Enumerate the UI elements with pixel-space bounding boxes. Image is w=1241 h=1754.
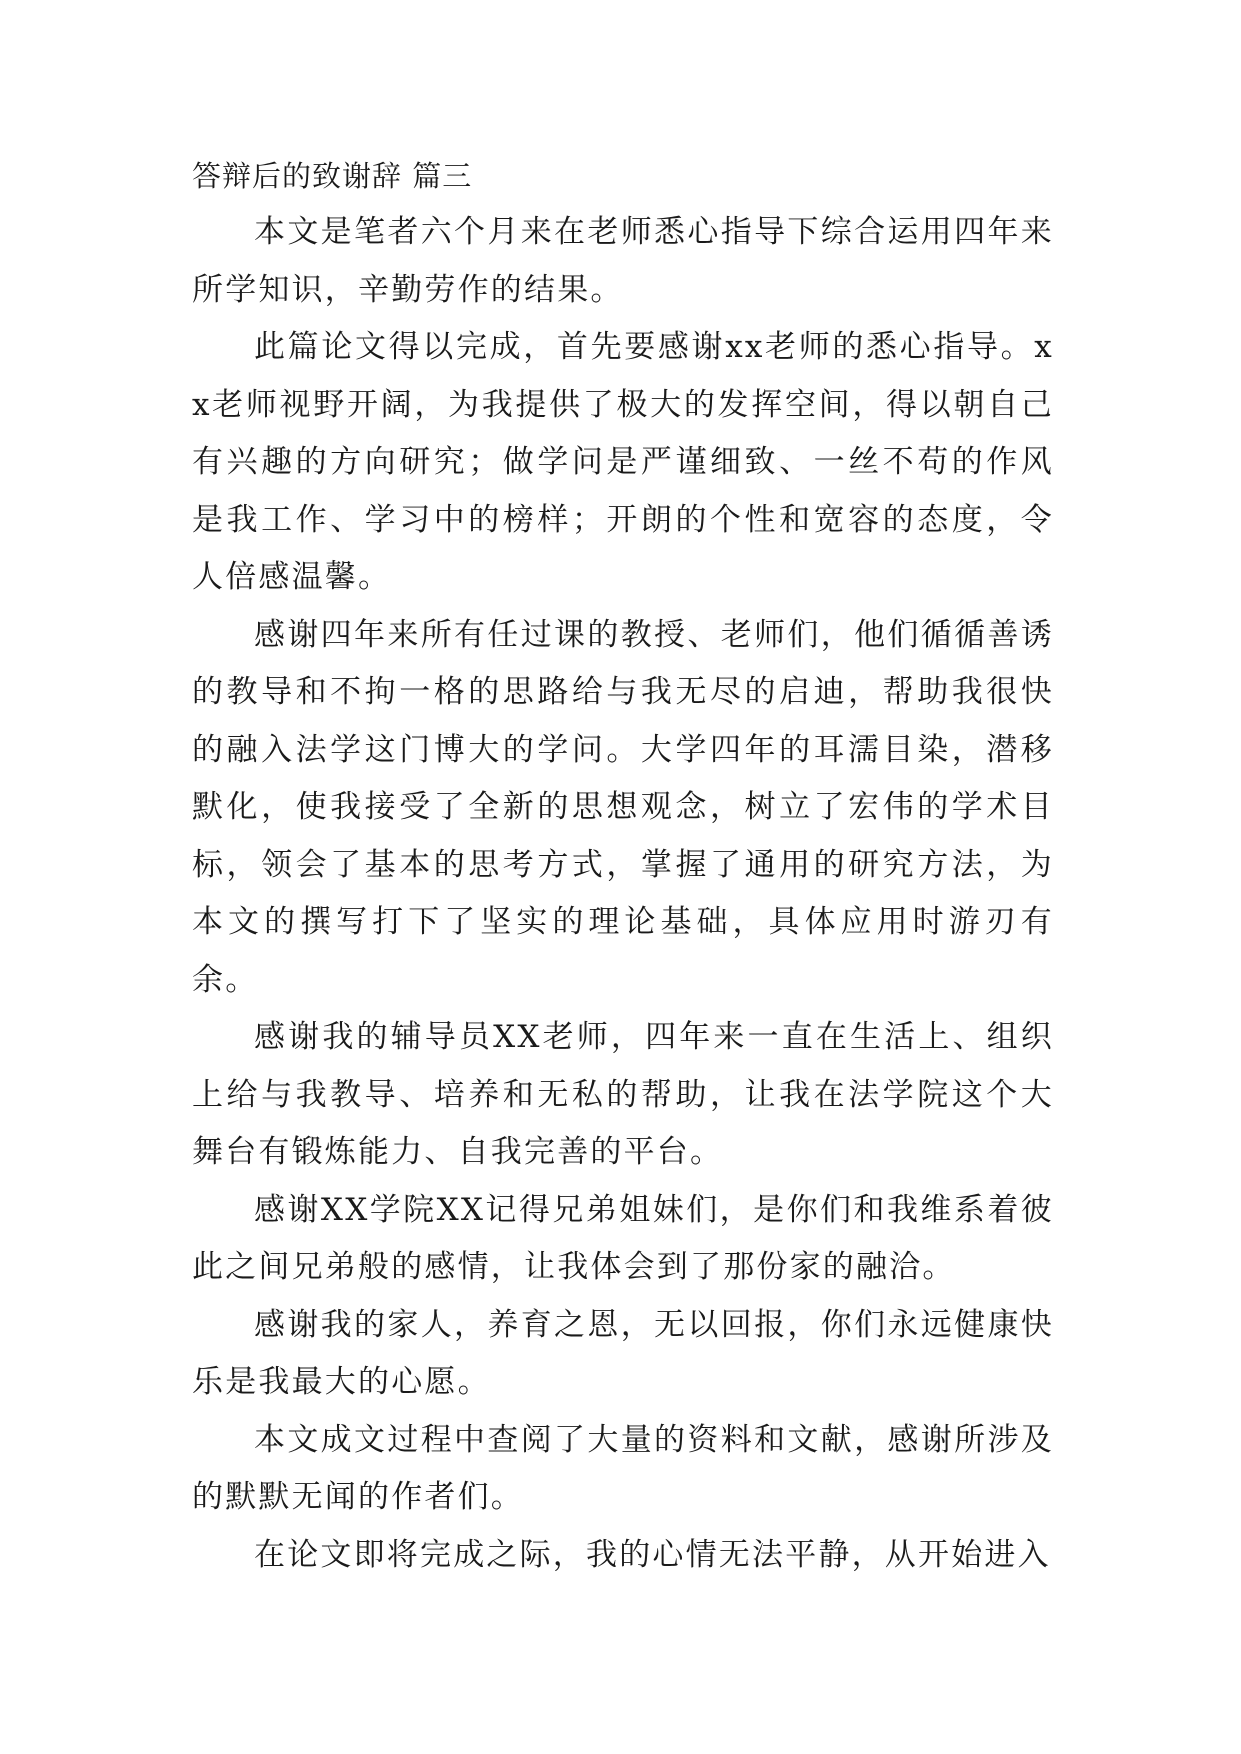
paragraph-6: 感谢我的家人，养育之恩，无以回报，你们永远健康快乐是我最大的心愿。	[192, 1306, 1054, 1400]
paragraph-5: 感谢XX学院XX记得兄弟姐妹们，是你们和我维系着彼此之间兄弟般的感情，让我体会到了那份家的融洽。	[192, 1191, 1054, 1285]
paragraph-4: 感谢我的辅导员XX老师，四年来一直在生活上、组织上给与我教导、培养和无私的帮助，让我在法学院这个大舞台有锻炼能力、自我完善的平台。	[192, 1019, 1054, 1170]
paragraph-3: 感谢四年来所有任过课的教授、老师们，他们循循善诱的教导和不拘一格的思路给与我无尽的启迪，帮助我很快的融入法学这门博大的学问。大学四年的耳濡目染，潜移默化，使我接受了全新的思想观念，树立了宏伟的学术目标，领会了基本的思考方式，掌握了通用的研究方法，为本文的撰写打下了坚实的理论基础，具体应用时游刃有余。	[192, 616, 1054, 998]
paragraph-1: 本文是笔者六个月来在老师悉心指导下综合运用四年来所学知识，辛勤劳作的结果。	[192, 214, 1054, 308]
paragraph-7: 本文成文过程中查阅了大量的资料和文献，感谢所涉及的默默无闻的作者们。	[192, 1421, 1054, 1515]
paragraph-2: 此篇论文得以完成，首先要感谢xx老师的悉心指导。xx老师视野开阔，为我提供了极大的发挥空间，得以朝自己有兴趣的方向研究；做学问是严谨细致、一丝不苟的作风是我工作、学习中的榜样；开朗的个性和宽容的态度，令人倍感温馨。	[192, 329, 1054, 595]
document-title: 答辩后的致谢辞 篇三	[192, 159, 473, 193]
paragraph-8: 在论文即将完成之际，我的心情无法平静，从开始进入	[254, 1536, 1051, 1573]
document-page	[192, 148, 1054, 1584]
